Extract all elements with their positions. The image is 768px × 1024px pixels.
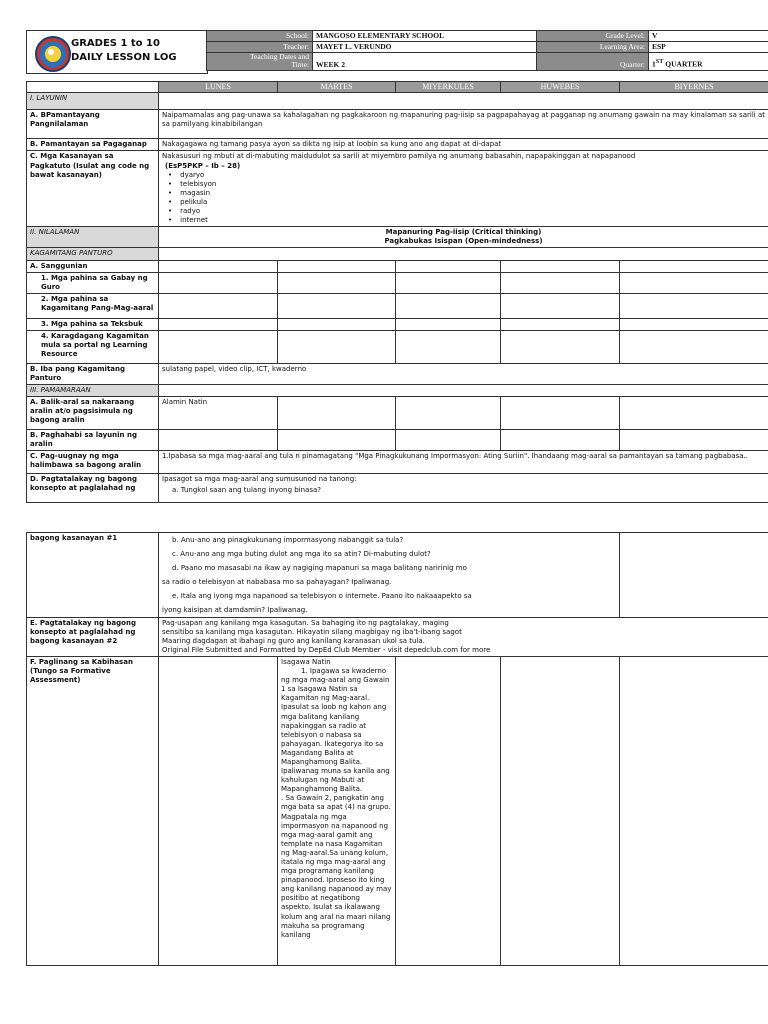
paglinang-row: [27, 656, 768, 965]
pag-uugnay-text: 1.Ipabasa sa mga mag-aaral ang tula n pinamagatang "Mga Pinagkukunang Impormasyon: Ating Suriin". Ihandaang mag-aaral sa pamantayan sa tamang pagbabasa..: [159, 451, 768, 474]
kasanayan-code: (EsP5PKP – Ib – 28): [165, 161, 241, 170]
iba-pang-kagamitan-text: sulatang papel, video clip, ICT, kwaderno: [159, 363, 768, 384]
teacher-value: MAYET L. VERUNDO: [313, 42, 537, 53]
table-cell: [278, 397, 396, 430]
paglinang-title: Isagawa Natin: [281, 657, 331, 666]
pagtatalakay-1-label: D. Pagtatalakay ng bagong konsepto at paglalahad ng: [27, 474, 159, 502]
table-cell: [620, 397, 768, 430]
table-cell: [396, 330, 501, 363]
table-cell: [620, 272, 768, 293]
teksbuk-row: [27, 318, 768, 330]
dates-label-line1: Teaching Dates and: [249, 52, 309, 61]
lesson-table-page2: [26, 532, 768, 966]
pag-uugnay-row: [27, 451, 768, 474]
pagtatalakay-2-line1: Pag-usapan ang kanilang mga kasagutan. Sa bahaging ito ng pagtalakay, maging: [162, 618, 449, 627]
teacher-label: Teacher:: [207, 42, 313, 53]
table-cell: [159, 656, 278, 965]
question-b: b. Anu-ano ang pinagkukunang impormasyong nabanggit sa tula?: [172, 536, 404, 544]
list-item: • telebisyon: [168, 180, 765, 189]
table-cell: [396, 293, 501, 318]
table-cell: [501, 656, 620, 965]
lesson-table-page1: [26, 81, 768, 503]
kagamitan-heading: KAGAMITANG PANTURO: [27, 248, 159, 260]
balik-aral-row: [27, 397, 768, 430]
pagtatalakay-2-content: [159, 617, 768, 656]
school-label: School:: [207, 31, 313, 42]
layunin-heading: I. LAYUNIN: [27, 93, 159, 110]
pagtatalakay-1-questions: [159, 533, 620, 618]
kagamitan-content: [159, 248, 768, 260]
pagtatalakay-1-text: Ipasagot sa mga mag-aaral ang sumusunod na tanong:: [162, 475, 357, 484]
layunin-content: [159, 93, 768, 110]
school-value: MANGOSO ELEMENTARY SCHOOL: [313, 31, 537, 42]
paglinang-label: F. Paglinang sa Kabihasan (Tungo sa Formative Assessment): [27, 656, 159, 965]
day-miyerkules: MIYERKULES: [396, 82, 501, 93]
table-cell: [396, 260, 501, 272]
table-cell: [501, 293, 620, 318]
table-cell: [159, 293, 278, 318]
list-item: • radyo: [168, 207, 765, 216]
table-cell: [159, 318, 278, 330]
question-d-cont: sa radio o telebisyon at nababasa mo sa pahayagan? Ipaliwanag.: [162, 578, 392, 587]
learning-resource-label: 4. Karagdagang Kagamitan mula sa portal ng Learning Resource: [27, 330, 159, 363]
question-e-cont: iyong kaisipan at damdamin? Ipaliwanag.: [162, 606, 308, 615]
dates-label-line2: Time:: [291, 60, 309, 70]
pamamaraan-content: [159, 385, 768, 397]
quarter-label: Quarter:: [537, 53, 649, 71]
paglinang-body-1: 1. Ipagawa sa kwaderno ng mga mag-aaral ang Gawain 1 sa Isagawa Natin sa Kagamitan ng Mag-aaral. Ipasulat sa loob ng kahon ang mga balitang kanilang napakinggan sa radio at telebisyon o nabasa sa pahayagan. Ikategorya ito sa Magandang Balita at Mapanghamong Balita. Ipaliwanag muna sa kanila ang kahulugan ng Mabuti at Mapanghamong Balita.: [281, 667, 390, 794]
kagamitang-mag-aaral-label: 2. Mga pahina sa Kagamitang Pang-Mag-aaral: [27, 293, 159, 318]
day-martes: MARTES: [278, 82, 396, 93]
nilalaman-heading: II. NILALAMAN: [27, 227, 159, 248]
quarter-num: 1: [652, 59, 656, 69]
pamantayang-pangnilalaman-label: A. BPamantayang Pangnilalaman: [27, 110, 159, 139]
nilalaman-content: [159, 227, 768, 248]
kasanayan-row: [27, 151, 768, 227]
table-cell: [278, 330, 396, 363]
header-title-line2: DAILY LESSON LOG: [71, 52, 177, 63]
paghahabi-row: [27, 430, 768, 451]
balik-aral-label: A. Balik-aral sa nakaraang aralin at/o pagsisimula ng bagong aralin: [27, 397, 159, 430]
question-d: d. Paano mo masasabi na ikaw ay nagiging mapanuri sa maga balitang naririnig mo: [172, 564, 467, 573]
kasanayan-content: [159, 151, 768, 227]
pamantayang-pangnilalaman-text: Naipamamalas ang pag-unawa sa kahalagahan ng pagkakaroon ng mapanuring pag-iisip sa pagpapahayag at pagganap ng anumang gawain na may kinalaman sa sarili at sa pamilyang kinabibilangan: [159, 110, 768, 139]
table-cell: [501, 397, 620, 430]
gabay-guro-row: [27, 272, 768, 293]
quarter-sup: ST: [655, 58, 664, 66]
pagtatalakay-2-row: [27, 617, 768, 656]
lesson-log-header: [26, 30, 768, 74]
header-info-table: [206, 30, 768, 71]
table-cell: [278, 318, 396, 330]
sanggunian-label: A. Sanggunian: [27, 260, 159, 272]
paglinang-body-2: . Sa Gawain 2, pangkatin ang mga bata sa apat (4) na grupo. Magpatala ng mga impormasyon na napanood ng mga mag-aaral gamit ang template na nasa Kagamitan ng Mag-aaral.Sa unang kolum, itatala ng mga mag-aaral ang mga programang kanilang pinapanood. Iproseso ito king ang kanilang napanood ay may positibo at negatibong aspekto. Isulat sa ikalawang kolum ang aral na maari nilang makuha sa programang kanilang: [281, 794, 392, 939]
days-header-blank: [27, 82, 159, 93]
grade-value: V: [649, 31, 768, 42]
table-cell: [159, 330, 278, 363]
iba-pang-kagamitan-row: [27, 363, 768, 384]
table-cell: [501, 272, 620, 293]
day-huwebes: HUWEBES: [501, 82, 620, 93]
question-a: a. Tungkol saan ang tulang inyong binasa?: [172, 486, 322, 495]
table-cell: [278, 260, 396, 272]
list-item: • dyaryo: [168, 171, 765, 180]
table-cell: [396, 430, 501, 451]
pagtatalakay-1-row: [27, 474, 768, 502]
table-cell: [501, 260, 620, 272]
day-biyernes: BIYERNES: [620, 82, 768, 93]
list-item: • internet: [168, 216, 765, 225]
header-title-box: [26, 30, 208, 74]
layunin-row: [27, 93, 768, 110]
iba-pang-kagamitan-label: B. Iba pang Kagamitang Panturo: [27, 363, 159, 384]
pagtatalakay-2-line4: Original File Submitted and Formatted by DepEd Club Member - visit depedclub.com for more: [162, 645, 491, 654]
pamantayan-pagaganap-label: B. Pamantayan sa Pagaganap: [27, 139, 159, 151]
table-cell: [159, 430, 278, 451]
kasanayan-text: Nakasusuri ng mbuti at di-mabuting maidudulot sa sarili at miyembro pamilya ng anumang babasahin, napapakinggan at napapanood: [162, 152, 636, 161]
pagtatalakay-1-cont-row: [27, 533, 768, 618]
table-cell: [278, 272, 396, 293]
table-cell: [159, 260, 278, 272]
area-value: ESP: [649, 42, 768, 53]
learning-resource-row: [27, 330, 768, 363]
days-header-row: [27, 82, 768, 93]
table-cell: [396, 272, 501, 293]
pagtatalakay-2-label: E. Pagtatalakay ng bagong konsepto at paglalahad ng bagong kasanayan #2: [27, 617, 159, 656]
table-cell: [396, 318, 501, 330]
table-cell: [159, 272, 278, 293]
dates-value: WEEK 2: [313, 53, 537, 71]
day-lunes: LUNES: [159, 82, 278, 93]
pamantayan-pagaganap-text: Nakagagawa ng tamang pasya ayon sa dikta ng isip at loobin sa kung ano ang dapat at di-dapat: [159, 139, 768, 151]
pamamaraan-heading: III. PAMAMARAAN: [27, 385, 159, 397]
gabay-guro-label: 1. Mga pahina sa Gabay ng Guro: [27, 272, 159, 293]
nilalaman-row: [27, 227, 768, 248]
table-cell: [278, 430, 396, 451]
pamantayang-pangnilalaman-row: [27, 110, 768, 139]
quarter-word: QUARTER: [663, 59, 703, 69]
grade-label: Grade Level:: [537, 31, 649, 42]
kasanayan-list: [162, 171, 765, 226]
table-cell: [620, 430, 768, 451]
kasanayan-label: C. Mga Kasanayan sa Pagkatuto (Isulat ang code ng bawat kasanayan): [27, 151, 159, 227]
table-cell: [620, 330, 768, 363]
table-cell: [620, 318, 768, 330]
kagamitan-row: [27, 248, 768, 260]
header-title-line1: GRADES 1 to 10: [71, 38, 160, 49]
table-cell: [620, 533, 768, 618]
table-cell: [501, 430, 620, 451]
table-cell: [620, 293, 768, 318]
list-item: • pelikula: [168, 198, 765, 207]
list-item: • magasin: [168, 189, 765, 198]
quarter-value: [649, 53, 768, 71]
table-cell: [620, 260, 768, 272]
deped-seal-icon: [35, 36, 71, 72]
table-cell: [396, 397, 501, 430]
pagtatalakay-1-cont-label: bagong kasanayan #1: [27, 533, 159, 618]
balik-aral-text: Alamin Natin: [159, 397, 278, 430]
table-cell: [501, 318, 620, 330]
nilalaman-line1: Mapanuring Pag-iisip (Critical thinking): [385, 228, 542, 237]
dates-label: [207, 53, 313, 71]
nilalaman-line2: Pagkabukas Isispan (Open-mindedness): [384, 237, 543, 246]
table-cell: [620, 656, 768, 965]
paghahabi-label: B. Paghahabi sa layunin ng aralin: [27, 430, 159, 451]
teksbuk-label: 3. Mga pahina sa Teksbuk: [27, 318, 159, 330]
question-e: e. Itala ang iyong mga napanood sa telebisyon o internete. Paano ito nakaaapekto sa: [172, 592, 472, 601]
table-cell: [396, 656, 501, 965]
paglinang-content: [278, 656, 396, 965]
question-c: c. Anu-ano ang mga buting dulot ang mga ito sa atin? Di-mabuting dulot?: [172, 550, 431, 559]
sanggunian-row: [27, 260, 768, 272]
area-label: Learning Area:: [537, 42, 649, 53]
table-cell: [278, 293, 396, 318]
pag-uugnay-label: C. Pag-uugnay ng mga halimbawa sa bagong aralin: [27, 451, 159, 474]
pamamaraan-row: [27, 385, 768, 397]
pagtatalakay-2-line3: Maaring dagdagan at ibahagi ng guro ang kanilang karanasan ukol sa tula.: [162, 636, 425, 645]
pagtatalakay-1-content: [159, 474, 768, 502]
pagtatalakay-2-line2: sensitibo sa kanilang mga kasagutan. Hikayatin silang magbigay ng iba't-ibang sagot: [162, 627, 462, 636]
kagamitang-mag-aaral-row: [27, 293, 768, 318]
pamantayan-pagaganap-row: [27, 139, 768, 151]
table-cell: [501, 330, 620, 363]
